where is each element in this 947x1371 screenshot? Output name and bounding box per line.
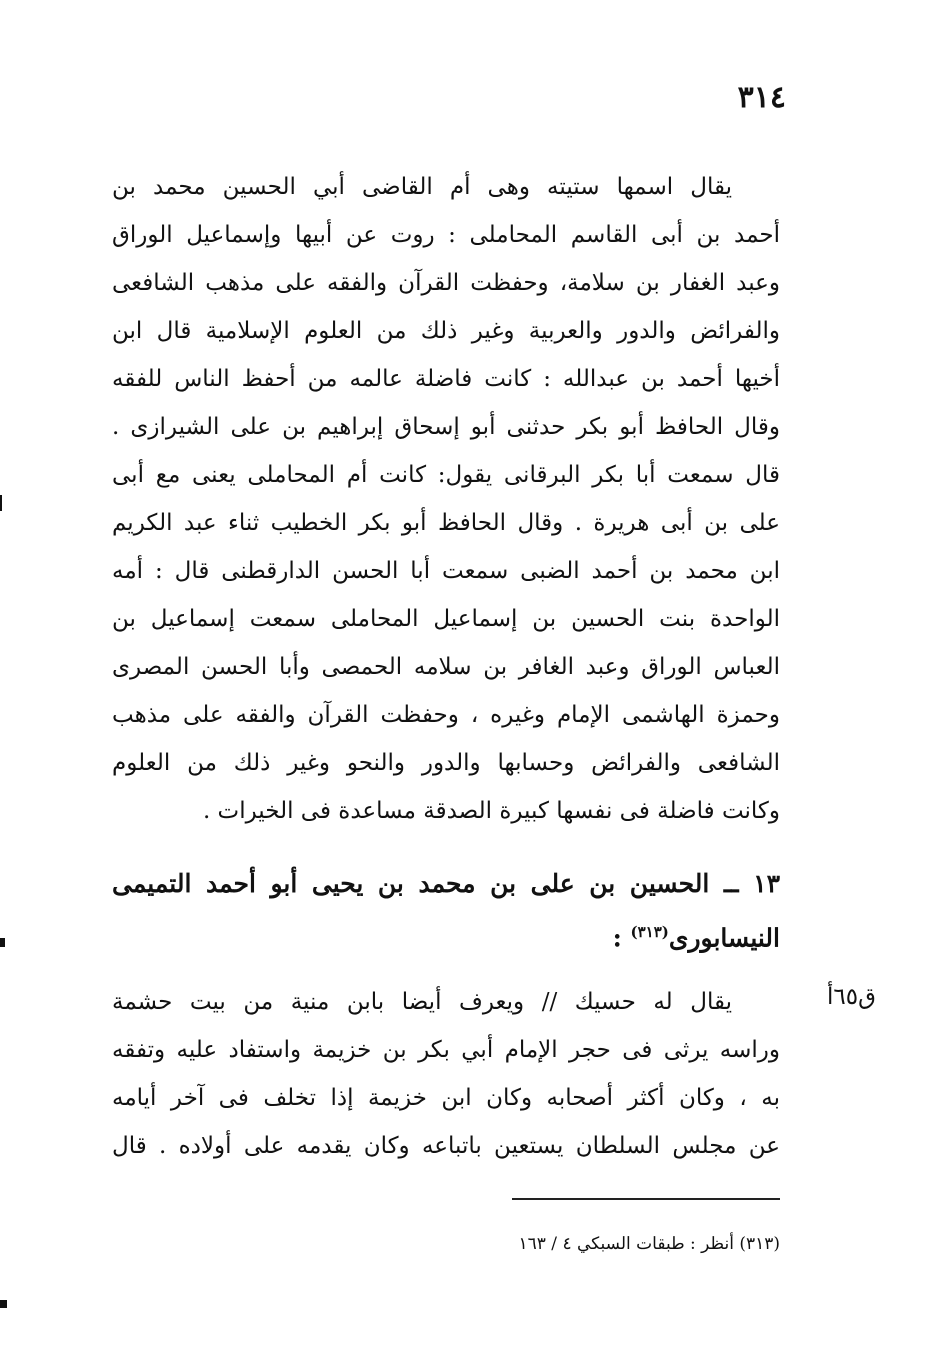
entry-heading (112, 860, 780, 956)
manuscript-folio-note: ق٦٥أ (827, 984, 876, 1010)
text-line: وكانت فاضلة فى نفسها كبيرة الصدقة مساعدة فى الخيرات . (202, 798, 780, 824)
heading-line-2 (112, 908, 780, 956)
text-line: به ، وكان أكثر أصحابه وكان ابن خزيمة إذا تخلف فى آخر أيامه (112, 1085, 780, 1111)
scan-edge-mark (0, 1300, 7, 1308)
heading-name: النيسابورى (668, 923, 780, 953)
main-paragraph (112, 163, 780, 835)
footnote: (٣١٣) أنظر : طبقات السبكي ٤ / ١٦٣ (518, 1234, 780, 1254)
text-line: ابن محمد بن أحمد الضبى سمعت أبا الحسن الدارقطنى قال : أمه (112, 558, 780, 584)
text-line: قال سمعت أبا بكر البرقانى يقول: كانت أم المحاملى يعنى مع أبى (112, 462, 780, 488)
text-line: وراسه يرثى فى حجر الإمام أبي بكر بن خزيمة واستفاد عليه وتفقه (112, 1037, 780, 1063)
page-number: ٣١٤ (737, 80, 786, 115)
text-line: عن مجلس السلطان يستعين باتباعه وكان يقدمه على أولاده . قال (112, 1133, 780, 1159)
text-line: أخيها أحمد بن عبدالله : كانت فاضلة عالمه من أحفظ الناس للفقه (112, 366, 780, 392)
text-line: الواحدة بنت الحسين بن إسماعيل المحاملى سمعت إسماعيل بن (112, 606, 780, 632)
text-line: وقال الحافظ أبو بكر حدثنى أبو إسحاق إبراهيم بن على الشيرازى . (112, 414, 780, 440)
text-line: وحمزة الهاشمى الإمام وغيره ، وحفظت القرآن والفقه على مذهب (112, 702, 780, 728)
heading-colon: : (612, 923, 622, 953)
text-line: على بن أبى هريرة . وقال الحافظ أبو بكر الخطيب ثناء عبد الكريم (112, 510, 780, 536)
entry-paragraph (112, 978, 780, 1170)
footnote-reference: (٣١٣) (630, 923, 669, 941)
scan-edge-mark (0, 938, 5, 947)
heading-line-1: ١٣ ــ الحسين بن على بن محمد بن يحيى أبو أحمد التميمى (112, 869, 780, 898)
footnote-divider (512, 1198, 780, 1200)
text-line: الشافعى والفرائض وحسابها والدور والنحو وغير ذلك من العلوم (112, 750, 780, 776)
text-line: يقال اسمها ستيته وهى أم القاضى أبي الحسين محمد بن (112, 174, 732, 200)
text-line: أحمد بن أبى القاسم المحاملى : روت عن أبيها وإسماعيل الوراق (112, 222, 780, 248)
scan-edge-mark (0, 495, 2, 511)
text-line: يقال له حسيك // ويعرف أيضا بابن منية من بيت حشمة (112, 989, 732, 1015)
text-line: العباس الوراق وعبد الغافر بن سلامه الحمصى وأبا الحسن المصرى (112, 654, 780, 680)
text-line: وعبد الغفار بن سلامة، وحفظت القرآن والفقه على مذهب الشافعى (112, 270, 780, 296)
text-line: والفرائض والدور والعربية وغير ذلك من العلوم الإسلامية قال ابن (112, 318, 780, 344)
